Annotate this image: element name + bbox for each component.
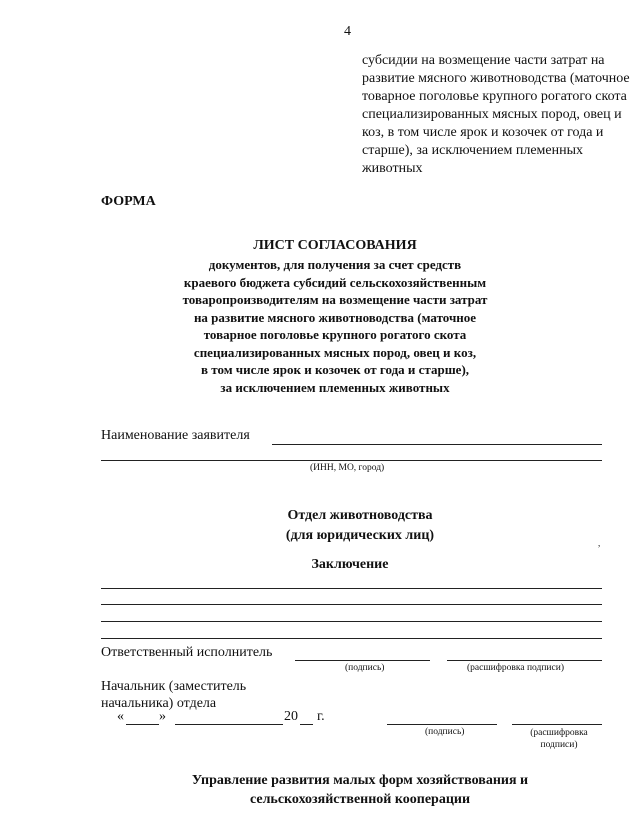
conclusion-line-2[interactable] [101,604,602,605]
subtitle-line: краевого бюджета субсидий сельскохозяйственным [183,274,487,290]
head-decode-field[interactable] [512,724,602,725]
head-line: Начальник (заместитель [101,679,247,694]
subtitle-line: товарное поголовье крупного рогатого скота [203,327,467,342]
applicant-label: Наименование заявителя [101,428,250,443]
head-signature-field[interactable] [387,724,497,725]
conclusion-label: Заключение [311,557,389,572]
subtitle-line: документов, для получения за счет средств [208,257,462,272]
subtitle-line: за исключением племенных животных [220,379,450,395]
head-label [101,678,246,712]
date-year-prefix: 20 [284,709,298,724]
page-number: 4 [344,24,351,39]
form-label: ФОРМА [101,194,156,209]
subtitle-line: на развитие мясного животноводства (маточное [193,309,477,325]
conclusion-line-4[interactable] [101,638,602,639]
date-year-field[interactable] [300,724,313,725]
applicant-hint: (ИНН, МО, город) [310,463,385,473]
subtitle-line: специализированных мясных пород, овец и коз, [193,344,477,360]
conclusion-line-3[interactable] [101,621,602,622]
applicant-name-field[interactable] [272,444,602,445]
date-day-field[interactable] [126,724,159,725]
signature-hint-2: (подпись) [425,727,465,737]
date-quote-close: » [159,709,166,724]
responsible-decode-field[interactable] [447,660,602,661]
department-heading [120,506,600,546]
head-line: начальника) отдела [101,696,217,711]
responsible-signature-field[interactable] [295,660,430,661]
document-title: ЛИСТ СОГЛАСОВАНИЯ [253,238,417,253]
footer-line: Управление развития малых форм хозяйствования и [191,773,529,788]
subtitle-line: в том числе ярок и козочек от года и старше), [200,362,470,377]
date-quote-open: « [117,709,124,724]
department-line: (для юридических лиц) [285,528,435,543]
date-month-field[interactable] [175,724,283,725]
responsible-label: Ответственный исполнитель [101,645,273,660]
decode-hint-line: (расшифровка [530,728,588,738]
department-line: Отдел животноводства [287,508,433,523]
stray-mark: , [598,538,601,548]
document-subtitle [140,256,530,396]
footer-heading [150,771,570,809]
signature-decode-hint: (расшифровка подписи) [467,663,564,673]
applicant-name-field-2[interactable] [101,460,602,461]
date-year-suffix: г. [317,709,325,724]
subtitle-line: товаропроизводителям на возмещение части затрат [182,292,488,307]
header-note: субсидии на возмещение части затрат на развитие мясного животноводства (маточное товарное поголовье крупного рогатого скота специализированных мясных пород, овец и коз, в том числе ярок и козочек от года и старше), за исключением племенных животных [362,53,630,176]
signature-hint: (подпись) [345,663,385,673]
decode-hint-line: подписи) [540,740,578,750]
footer-line: сельскохозяйственной кооперации [249,792,471,807]
signature-decode-hint-2 [519,727,599,751]
conclusion-line-1[interactable] [101,588,602,589]
